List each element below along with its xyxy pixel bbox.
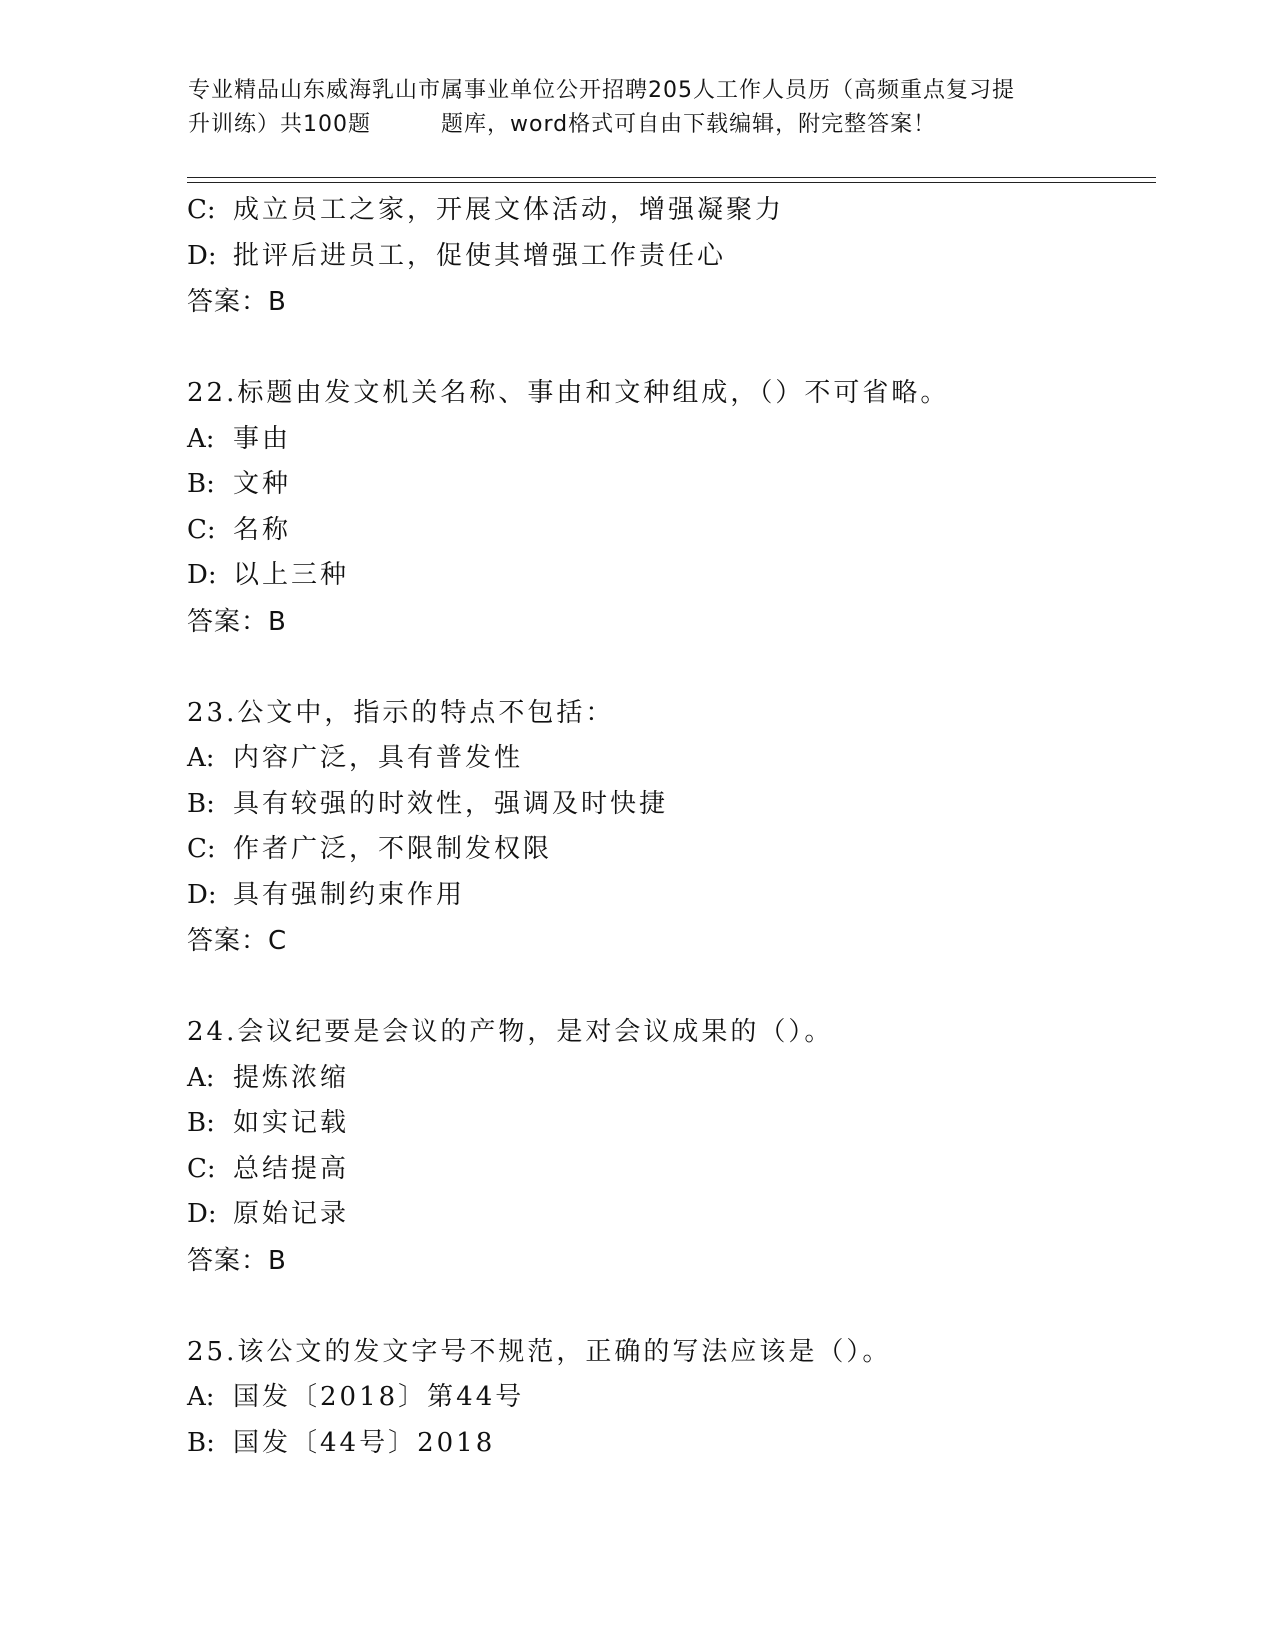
option-text: 内容广泛，具有普发性 xyxy=(233,743,524,773)
option-c xyxy=(187,508,1147,554)
header-line-2-right: 题库，word格式可自由下载编辑，附完整答案！ xyxy=(441,112,937,137)
question-stem: 24.会议纪要是会议的产物，是对会议成果的（）。 xyxy=(187,1017,834,1047)
option-b xyxy=(187,1101,1147,1147)
option-label: A: xyxy=(187,743,215,773)
header-line-1: 专业精品山东威海乳山市属事业单位公开招聘205人工作人员历（高频重点复习提 xyxy=(188,78,1015,103)
question-24 xyxy=(187,1010,1147,1284)
option-label: A: xyxy=(187,423,215,454)
header-line-2-left: 升训练）共100题 xyxy=(188,112,371,137)
question-21-continued xyxy=(187,188,1147,325)
option-text: 以上三种 xyxy=(233,560,350,590)
option-text: 国发〔44号〕2018 xyxy=(233,1427,496,1458)
header-line-2 xyxy=(188,108,1088,142)
option-label: C: xyxy=(187,834,216,864)
option-text: 事由 xyxy=(233,423,292,454)
option-label: B: xyxy=(187,1427,215,1458)
option-text: 批评后进员工，促使其增强工作责任心 xyxy=(233,240,727,271)
option-text: 如实记载 xyxy=(233,1108,350,1138)
option-label: D: xyxy=(187,1199,217,1229)
option-label: A: xyxy=(187,1382,215,1412)
option-text: 总结提高 xyxy=(233,1153,350,1184)
option-d xyxy=(187,553,1147,599)
option-text: 名称 xyxy=(233,514,292,545)
answer: 答案：B xyxy=(187,287,287,317)
option-text: 作者广泛，不限制发权限 xyxy=(233,834,553,864)
option-b xyxy=(187,1421,1147,1467)
option-d xyxy=(187,873,1147,919)
option-c xyxy=(187,1147,1147,1193)
option-label: C: xyxy=(187,1153,216,1184)
option-text: 国发〔2018〕第44号 xyxy=(233,1382,525,1412)
answer: 答案：B xyxy=(187,606,287,637)
option-a xyxy=(187,1375,1147,1421)
option-label: B: xyxy=(187,788,215,819)
option-b xyxy=(187,462,1147,508)
option-label: B: xyxy=(187,1108,215,1138)
option-text: 成立员工之家，开展文体活动，增强凝聚力 xyxy=(233,195,785,225)
option-text: 具有强制约束作用 xyxy=(233,879,466,910)
option-label: D: xyxy=(187,879,217,910)
option-label: C: xyxy=(187,195,216,225)
option-b xyxy=(187,782,1147,828)
option-text: 原始记录 xyxy=(233,1199,350,1229)
option-a xyxy=(187,417,1147,463)
header-rule-top xyxy=(187,177,1156,178)
option-label: A: xyxy=(187,1062,215,1093)
question-23 xyxy=(187,691,1147,965)
option-label: C: xyxy=(187,514,216,545)
question-stem: 25.该公文的发文字号不规范，正确的写法应该是（）。 xyxy=(187,1336,892,1367)
option-label: D: xyxy=(187,560,217,590)
option-label: B: xyxy=(187,469,215,499)
question-list xyxy=(187,188,1147,1466)
option-d xyxy=(187,1192,1147,1238)
question-stem: 23.公文中，指示的特点不包括： xyxy=(187,697,615,728)
option-c xyxy=(187,827,1147,873)
option-a xyxy=(187,736,1147,782)
document-header xyxy=(188,74,1088,142)
option-label: D: xyxy=(187,240,217,271)
option-a xyxy=(187,1056,1147,1102)
question-25 xyxy=(187,1330,1147,1467)
option-text: 提炼浓缩 xyxy=(233,1062,350,1093)
option-c xyxy=(187,188,1147,234)
header-rule-bottom xyxy=(187,182,1156,183)
answer: 答案：C xyxy=(187,926,288,956)
answer: 答案：B xyxy=(187,1245,287,1276)
option-d xyxy=(187,234,1147,280)
option-text: 具有较强的时效性，强调及时快捷 xyxy=(233,788,669,819)
option-text: 文种 xyxy=(233,469,292,499)
question-stem: 22.标题由发文机关名称、事由和文种组成，（）不可省略。 xyxy=(187,378,950,408)
question-22 xyxy=(187,371,1147,645)
